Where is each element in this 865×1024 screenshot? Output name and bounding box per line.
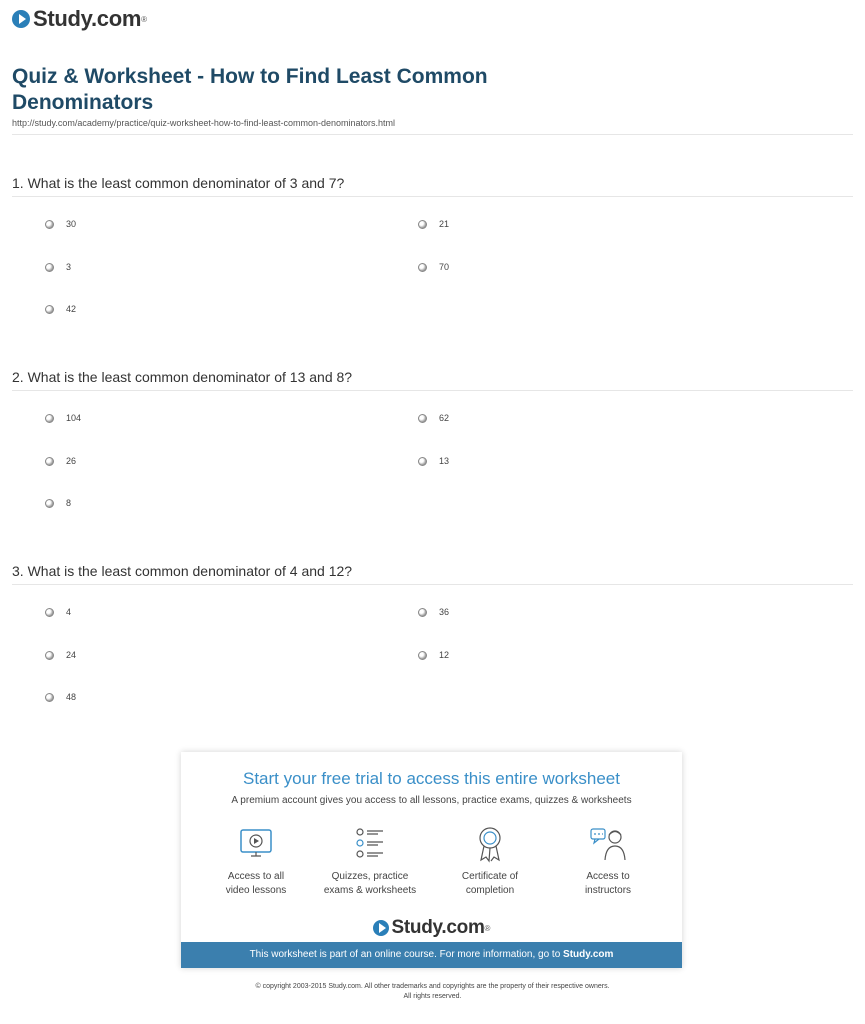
feature-video-lessons xyxy=(196,824,316,898)
feature-label-line2: exams & worksheets xyxy=(323,885,417,896)
feature-label-line1: Certificate of xyxy=(461,871,519,882)
radio-icon[interactable] xyxy=(45,651,54,660)
promo-subline: A premium account gives you access to all lessons, practice exams, quizzes & worksheets xyxy=(231,795,632,806)
question-text: 3. What is the least common denominator of 4 and 12? xyxy=(12,563,353,579)
rights-line: All rights reserved. xyxy=(403,993,462,1000)
question-text: 1. What is the least common denominator of 3 and 7? xyxy=(12,175,345,191)
answer-label: 4 xyxy=(66,607,72,617)
answer-option[interactable] xyxy=(45,413,81,423)
quiz-list-icon xyxy=(350,824,390,864)
play-logo-icon xyxy=(12,10,30,28)
answer-label: 62 xyxy=(439,413,450,423)
trademark-mark: ® xyxy=(141,14,148,24)
video-lesson-icon xyxy=(236,824,276,864)
course-info-bar xyxy=(181,942,682,968)
answer-option[interactable] xyxy=(45,650,76,660)
feature-label-line1: Access to xyxy=(586,871,630,882)
answer-option[interactable] xyxy=(418,413,449,423)
page-url: http://study.com/academy/practice/quiz-worksheet-how-to-find-least-common-denominators.html xyxy=(12,118,395,128)
feature-label-line2: instructors xyxy=(584,885,632,896)
radio-icon[interactable] xyxy=(418,651,427,660)
radio-icon[interactable] xyxy=(418,263,427,272)
question-3 xyxy=(12,560,853,711)
free-trial-promo xyxy=(181,752,682,968)
radio-icon[interactable] xyxy=(45,693,54,702)
promo-study-logo[interactable] xyxy=(181,917,682,939)
answer-label: 104 xyxy=(66,413,82,423)
answer-option[interactable] xyxy=(45,607,71,617)
answer-option[interactable] xyxy=(418,650,449,660)
answer-label: 36 xyxy=(439,607,450,617)
page-title: Quiz & Worksheet - How to Find Least Common Denominators xyxy=(12,65,488,114)
radio-icon[interactable] xyxy=(45,263,54,272)
answer-label: 42 xyxy=(66,304,77,314)
logo-text: Study.com xyxy=(33,6,142,31)
answer-option[interactable] xyxy=(45,219,76,229)
feature-label-line1: Access to all xyxy=(227,871,285,882)
radio-icon[interactable] xyxy=(45,414,54,423)
answer-label: 70 xyxy=(439,262,450,272)
copyright-footer xyxy=(0,982,865,1002)
radio-icon[interactable] xyxy=(45,457,54,466)
feature-quizzes xyxy=(310,824,430,898)
answer-option[interactable] xyxy=(45,498,71,508)
course-info-text: This worksheet is part of an online course. For more information, go to xyxy=(249,949,561,960)
question-2 xyxy=(12,366,853,517)
answer-option[interactable] xyxy=(45,304,76,314)
radio-icon[interactable] xyxy=(45,499,54,508)
promo-logo-text: Study.com xyxy=(391,917,485,938)
radio-icon[interactable] xyxy=(418,414,427,423)
answer-option[interactable] xyxy=(45,262,71,272)
play-logo-icon xyxy=(373,920,389,936)
answer-label: 24 xyxy=(66,650,77,660)
certificate-icon xyxy=(470,824,510,864)
feature-label-line2: video lessons xyxy=(225,885,287,896)
feature-instructors xyxy=(548,824,668,898)
feature-label-line1: Quizzes, practice xyxy=(331,871,409,882)
answer-label: 48 xyxy=(66,692,77,702)
radio-icon[interactable] xyxy=(418,457,427,466)
question-1 xyxy=(12,172,853,323)
answer-option[interactable] xyxy=(418,456,449,466)
trademark-mark: ® xyxy=(484,923,491,933)
answer-label: 12 xyxy=(439,650,450,660)
answer-label: 21 xyxy=(439,219,450,229)
study-link[interactable]: Study.com xyxy=(563,949,614,960)
radio-icon[interactable] xyxy=(418,220,427,229)
radio-icon[interactable] xyxy=(45,608,54,617)
copyright-line: © copyright 2003-2015 Study.com. All other trademarks and copyrights are the property of their respective owners. xyxy=(255,983,610,990)
radio-icon[interactable] xyxy=(45,220,54,229)
answer-option[interactable] xyxy=(418,262,449,272)
promo-headline[interactable]: Start your free trial to access this entire worksheet xyxy=(243,769,620,788)
answer-label: 8 xyxy=(66,498,72,508)
header-divider xyxy=(12,134,853,135)
answer-option[interactable] xyxy=(45,456,76,466)
feature-list xyxy=(181,824,682,904)
answer-label: 26 xyxy=(66,456,77,466)
feature-certificate xyxy=(430,824,550,898)
radio-icon[interactable] xyxy=(45,305,54,314)
question-text: 2. What is the least common denominator of 13 and 8? xyxy=(12,369,353,385)
study-logo[interactable] xyxy=(12,6,147,32)
answer-option[interactable] xyxy=(45,692,76,702)
answer-label: 30 xyxy=(66,219,77,229)
feature-label-line2: completion xyxy=(465,885,515,896)
answer-label: 3 xyxy=(66,262,72,272)
radio-icon[interactable] xyxy=(418,608,427,617)
answer-label: 13 xyxy=(439,456,450,466)
instructor-icon xyxy=(588,824,628,864)
answer-option[interactable] xyxy=(418,219,449,229)
answer-option[interactable] xyxy=(418,607,449,617)
